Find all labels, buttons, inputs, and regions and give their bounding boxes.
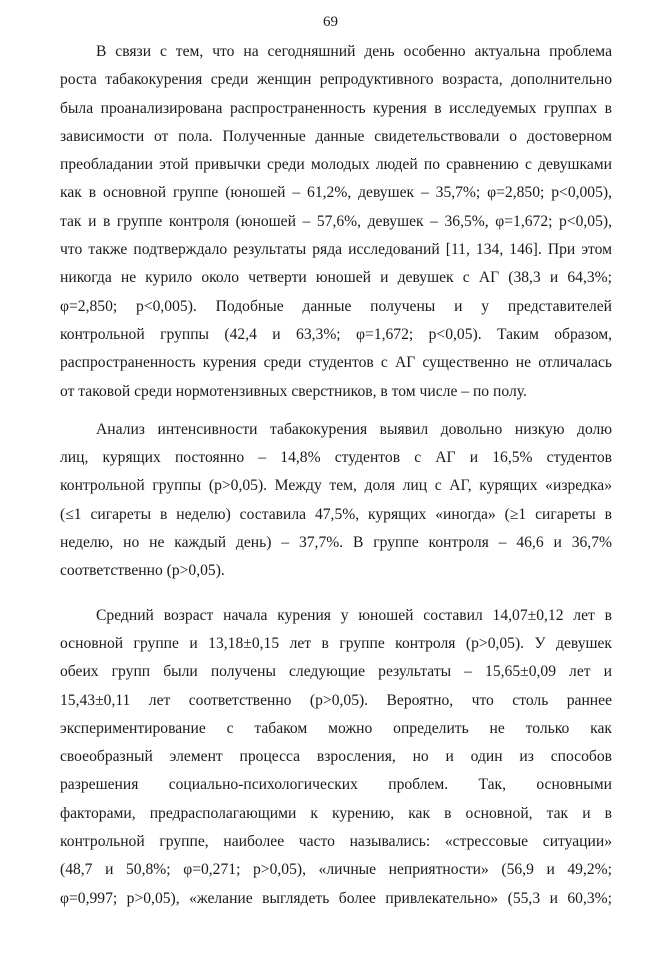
text-line: распространенность курения среди студентов с АГ существенно не отличалась: [60, 354, 612, 372]
text-line: экспериментирование с табаком можно определить не только как: [60, 719, 612, 737]
paragraph-smoking-onset-age: [60, 602, 612, 913]
text-line: факторами, предрасполагающими к курению, как в основной, так и в: [60, 804, 612, 822]
text-line: (≤1 сигареты в неделю) составила 47,5%, курящих «иногда» (≥1 сигареты в: [60, 505, 612, 523]
text-line: соответственно (р>0,05).: [60, 562, 225, 580]
text-line: контрольной группы (42,4 и 63,3%; φ=1,672; р<0,05). Таким образом,: [60, 325, 612, 343]
paragraph-smoking-by-sex: [60, 38, 612, 406]
text-line: роста табакокурения среди женщин репродуктивного возраста, дополнительно: [60, 71, 612, 89]
text-line: лиц, курящих постоянно – 14,8% студентов с АГ и 16,5% студентов: [60, 449, 612, 467]
text-line: 15,43±0,11 лет соответственно (р>0,05). Вероятно, что столь раннее: [60, 691, 612, 709]
text-line: так и в группе контроля (юношей – 57,6%, девушек – 36,5%, φ=1,672; р<0,05),: [60, 212, 612, 230]
text-line: φ=2,850; р<0,005). Подобные данные получены и у представителей: [60, 297, 612, 315]
page-number: 69: [323, 14, 338, 30]
text-line: φ=0,997; р>0,05), «желание выглядеть более привлекательно» (55,3 и 60,3%;: [60, 889, 612, 907]
text-line: (48,7 и 50,8%; φ=0,271; р>0,05), «личные неприятности» (56,9 и 49,2%;: [60, 861, 612, 879]
body-text: [60, 38, 612, 913]
text-line: как в основной группе (юношей – 61,2%, девушек – 35,7%; φ=2,850; р<0,005),: [60, 184, 612, 202]
paragraph-smoking-intensity: [60, 416, 612, 586]
text-line: основной группе и 13,18±0,15 лет в группе контроля (р>0,05). У девушек: [60, 634, 612, 652]
text-line: контрольной группе, наиболее часто назывались: «стрессовые ситуации»: [60, 833, 612, 851]
text-line: Средний возраст начала курения у юношей составил 14,07±0,12 лет в: [96, 606, 612, 624]
text-line: зависимости от пола. Полученные данные свидетельствовали о достоверном: [60, 127, 612, 145]
text-line: никогда не курило около четверти юношей и девушек с АГ (38,3 и 64,3%;: [60, 269, 612, 287]
text-line: что также подтверждало результаты ряда исследований [11, 134, 146]. При этом: [60, 241, 612, 259]
text-line: В связи с тем, что на сегодняшний день особенно актуальна проблема: [96, 43, 612, 60]
text-line: неделю, но не каждый день) – 37,7%. В группе контроля – 46,6 и 36,7%: [60, 534, 612, 552]
text-line: была проанализирована распространенность курения в исследуемых группах в: [60, 99, 612, 117]
text-line: обеих групп были получены следующие результаты – 15,65±0,09 лет и: [60, 663, 612, 681]
text-line: Анализ интенсивности табакокурения выявил довольно низкую долю: [96, 420, 612, 438]
text-line: от таковой среди нормотензивных сверстников, в том числе – по полу.: [60, 382, 527, 400]
text-line: контрольной группы (р>0,05). Между тем, доля лиц с АГ, курящих «изредка»: [60, 477, 612, 495]
text-line: преобладании этой привычки среди молодых людей по сравнению с девушками: [60, 156, 612, 174]
text-line: своеобразный элемент процесса взросления, но и один из способов: [60, 748, 612, 766]
text-line: разрешения социально-психологических проблем. Так, основными: [60, 776, 612, 794]
